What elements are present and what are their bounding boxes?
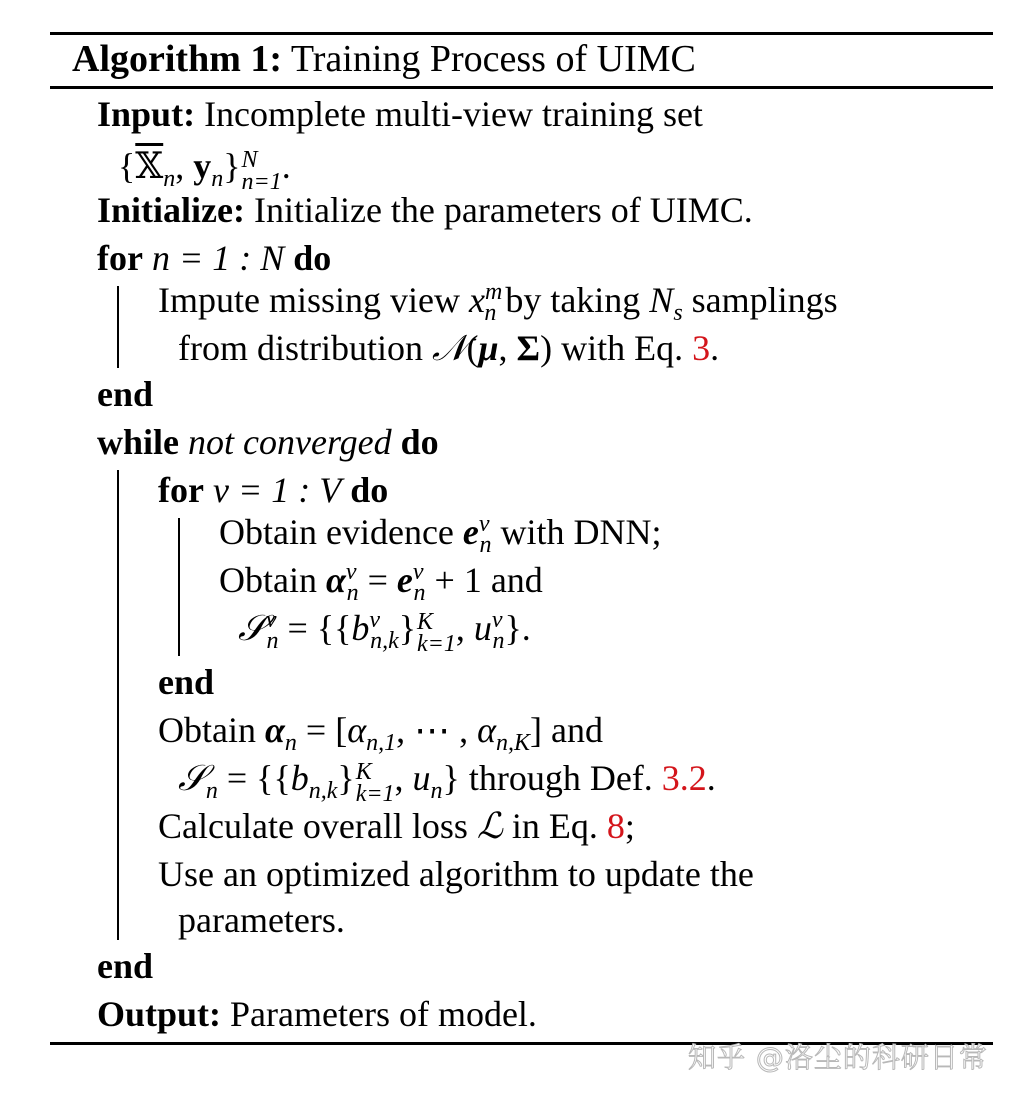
end-for-v (158, 660, 214, 704)
equation-link[interactable]: 8 (606, 806, 625, 846)
equation-link[interactable]: 3 (692, 328, 711, 368)
keyword-do: do (350, 470, 389, 510)
keyword-for: for (158, 470, 204, 510)
while-block-bar (117, 470, 119, 940)
text: Use an optimized algorithm to update the (158, 854, 754, 894)
definition-link[interactable]: 3.2 (661, 758, 707, 798)
impute-line-1: Impute missing view $x^m_n$ by taking $N_s$ samplings (158, 279, 838, 327)
alpha-line: Obtain $\alpha^v_n = e^v_n + 1$ and (219, 559, 543, 607)
text: Impute missing view (158, 280, 460, 320)
evidence-line: Obtain evidence $e^v_n$ with DNN; (219, 511, 662, 559)
input-line (97, 92, 703, 136)
keyword-end: end (97, 374, 154, 414)
for-n-header (97, 236, 331, 280)
text: parameters. (178, 900, 345, 940)
top-rule (50, 32, 993, 35)
text: Obtain (219, 560, 317, 600)
block-bar (117, 286, 119, 368)
input-math: {𝕏$_n$, $y_n$} N n=1 . (118, 146, 291, 195)
for-v-block-bar (178, 518, 180, 656)
text: Calculate overall loss (158, 806, 468, 846)
text: Obtain evidence (219, 512, 454, 552)
loss-line: Calculate overall loss ℒ in Eq. 8; (158, 806, 635, 846)
keyword-end: end (158, 662, 215, 702)
text: from distribution (178, 328, 423, 368)
text: samplings (691, 280, 838, 320)
text: through Def. (468, 758, 653, 798)
end-while (97, 944, 153, 988)
for-v-header (158, 468, 388, 512)
algorithm-title: Training Process of UIMC (290, 38, 696, 80)
keyword-for: for (97, 238, 143, 278)
update-line-2 (178, 898, 345, 942)
text: Obtain (158, 710, 256, 750)
initialize-label: Initialize: (97, 190, 245, 230)
initialize-text: Initialize the parameters of UIMC. (253, 190, 753, 230)
loop-expression: n = 1 : N (151, 238, 285, 278)
while-header (97, 420, 439, 464)
algorithm-caption (72, 36, 696, 82)
while-condition: not converged (188, 422, 392, 462)
text: by taking (505, 280, 641, 320)
keyword-do: do (400, 422, 439, 462)
keyword-do: do (293, 238, 332, 278)
output-line (97, 992, 537, 1036)
opinion-line: 𝒮$^v_n$ = {$\{b^v_{n,k}\}$ K k=1 , $u^v_n$}. (238, 607, 531, 657)
fuse-opinion-line: 𝒮$_n$ = {$\{b_{n,k}\}$ K k=1 , $u_n$} through Def. 3.2. (178, 758, 716, 807)
loop-expression: v = 1 : V (212, 470, 342, 510)
text: + 1 and (434, 560, 543, 600)
text: in Eq. (511, 806, 598, 846)
watermark: 知乎 @洛尘的科研日常 (688, 1041, 988, 1074)
algorithm-label: Algorithm 1: (72, 38, 283, 80)
caption-rule (50, 86, 993, 89)
fuse-alpha-line: Obtain $\alpha_n = [\alpha_{n,1}$, ⋯ , $\alpha_{n,K}$] and (158, 710, 604, 757)
output-text: Parameters of model. (230, 994, 537, 1034)
input-label: Input: (97, 94, 196, 134)
text: and (551, 710, 604, 750)
impute-line-2: from distribution 𝒩(μ, Σ) with Eq. 3. (178, 328, 720, 368)
keyword-end: end (97, 946, 154, 986)
text: with Eq. (561, 328, 684, 368)
input-text: Incomplete multi-view training set (204, 94, 703, 134)
text: with DNN; (500, 512, 662, 552)
end-for-n (97, 372, 153, 416)
keyword-while: while (97, 422, 180, 462)
output-label: Output: (97, 994, 222, 1034)
initialize-line (97, 188, 753, 232)
update-line-1 (158, 852, 754, 896)
